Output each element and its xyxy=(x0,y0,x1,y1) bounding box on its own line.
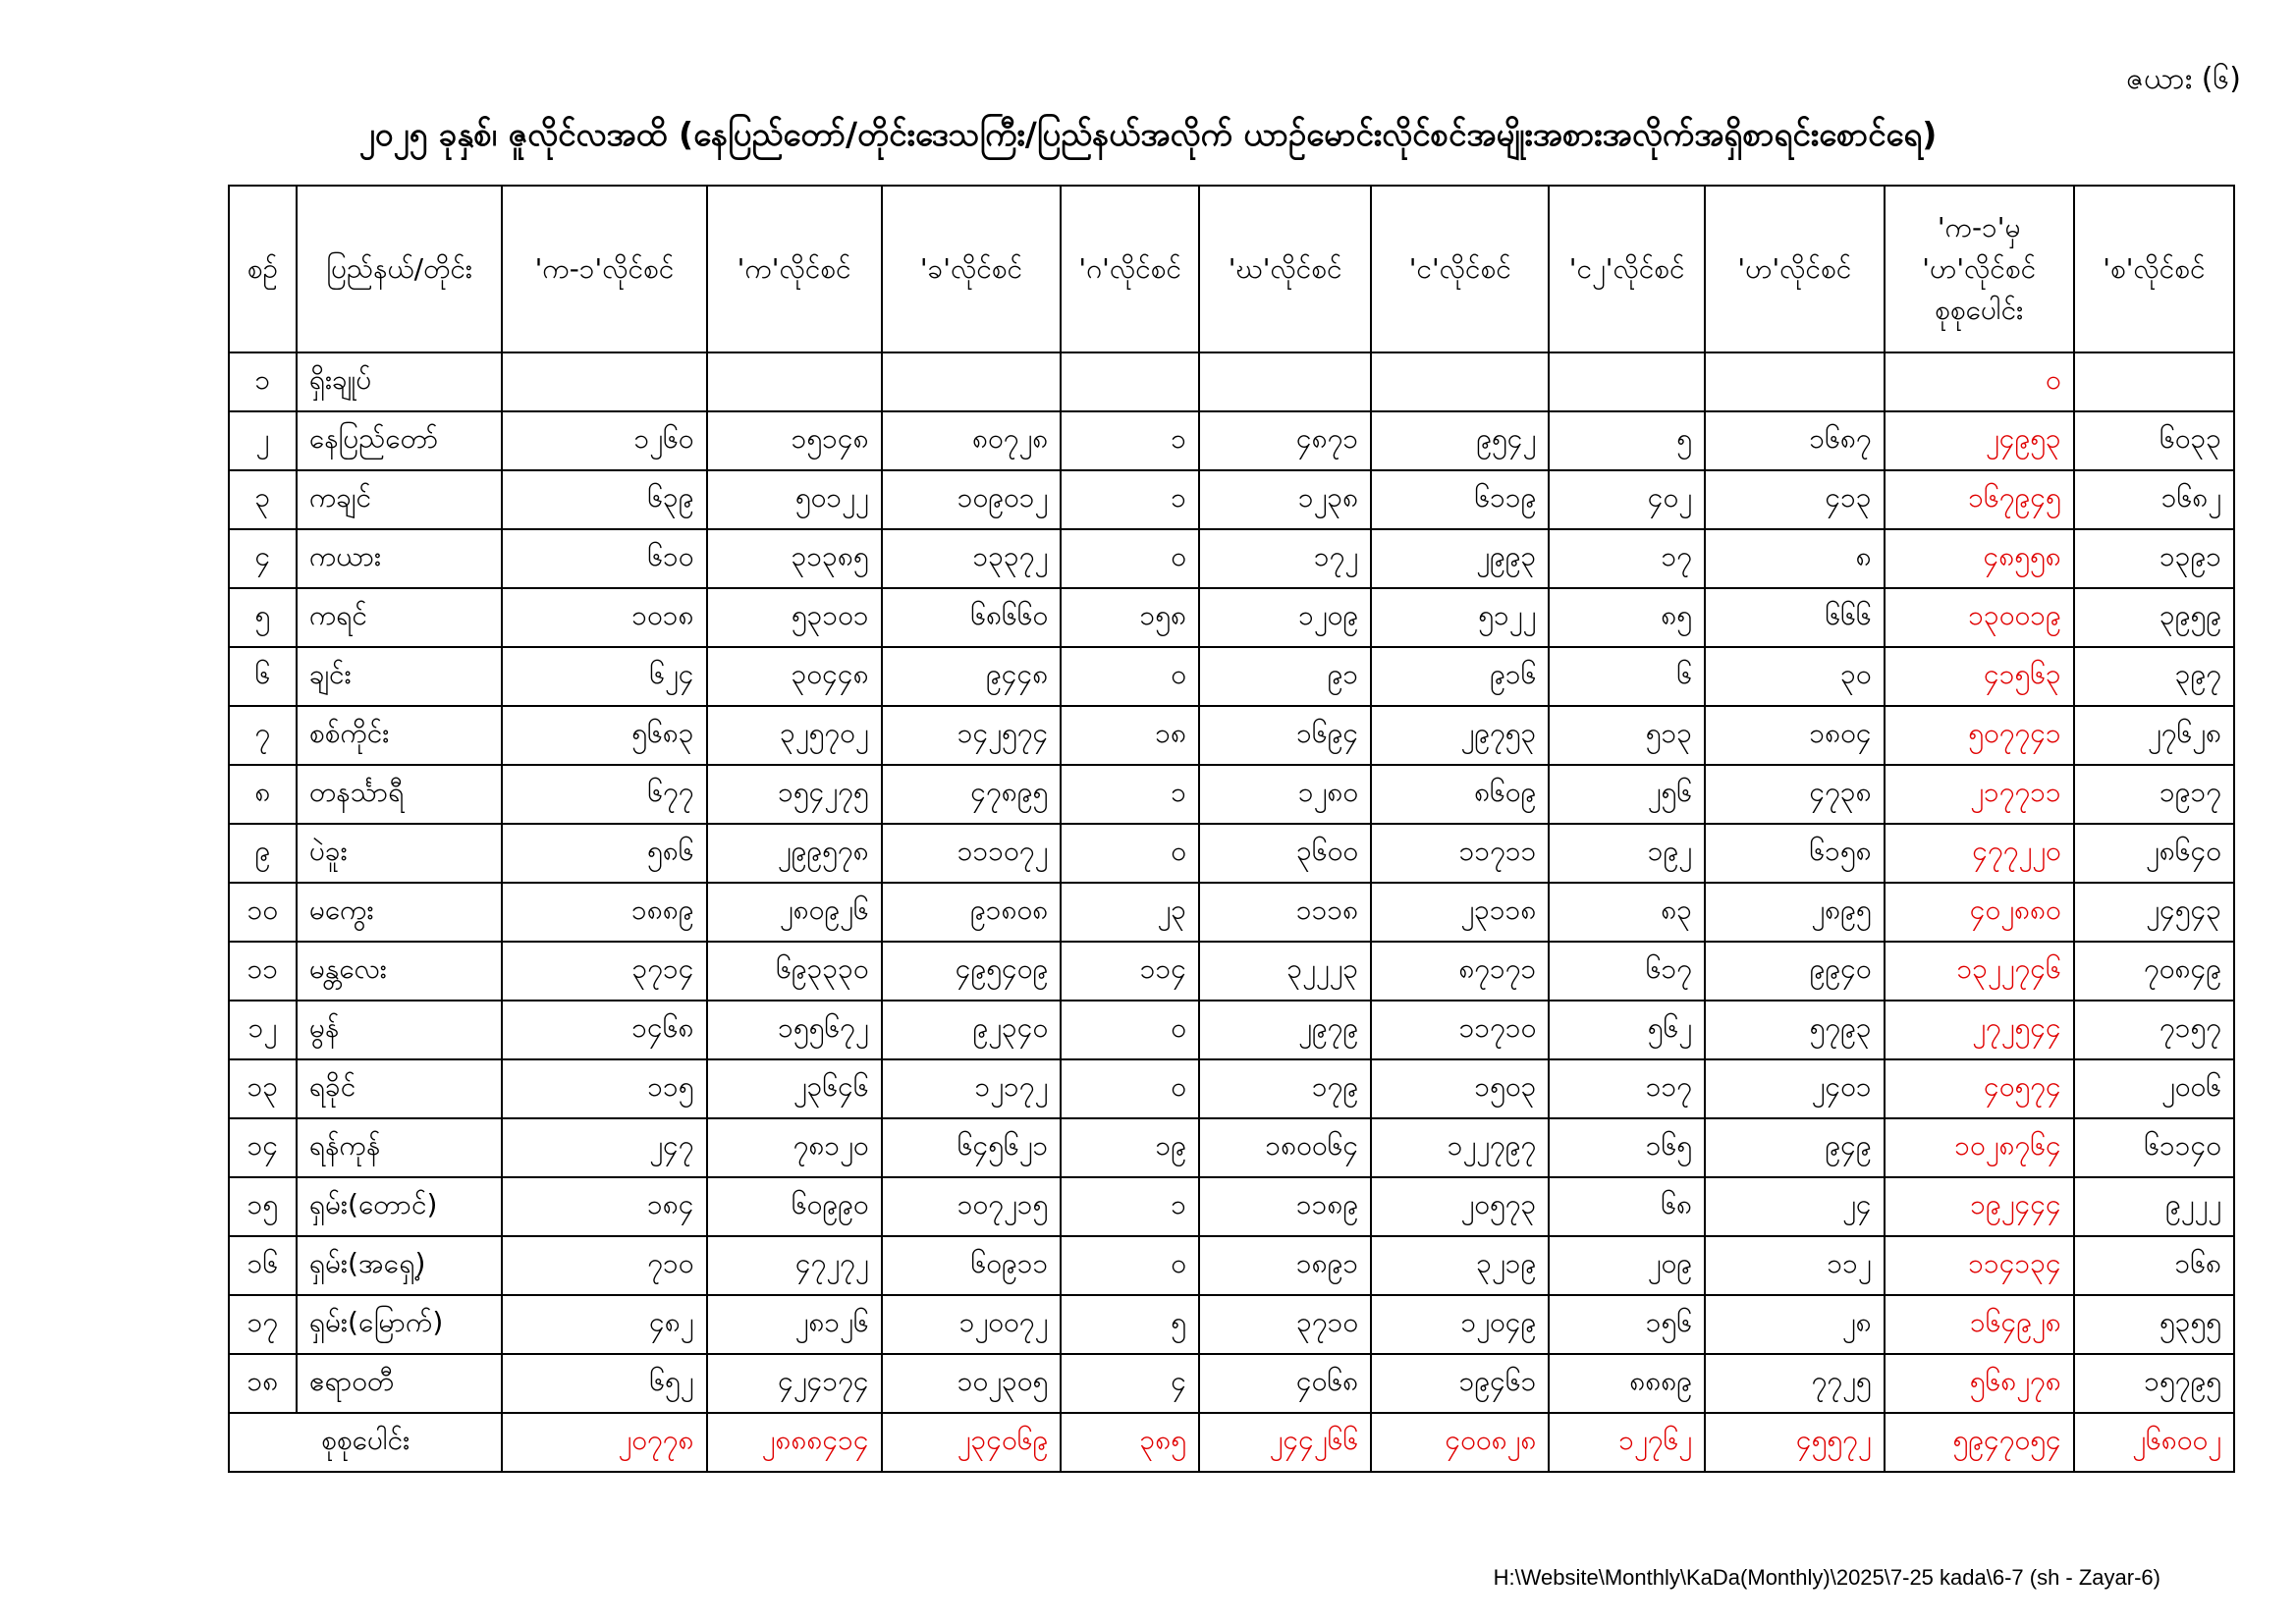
cell-sum: ၂၁၇၇၁၁ xyxy=(1885,765,2074,824)
header-sum: 'က-၁'မှ 'ဟ'လိုင်စင် စုစုပေါင်း xyxy=(1885,186,2074,352)
header-ga: 'ဂ'လိုင်စင် xyxy=(1061,186,1199,352)
cell-no: ၁၆ xyxy=(229,1236,297,1295)
cell-ka: ၁၅၁၄၈ xyxy=(707,411,882,470)
cell-sa: ၁၆၈ xyxy=(2074,1236,2234,1295)
total-kha: ၂၃၄၀၆၉ xyxy=(882,1413,1062,1472)
cell-nga2: ၆၁၇ xyxy=(1549,942,1705,1001)
cell-nga2: ၄၀၂ xyxy=(1549,470,1705,529)
table-row xyxy=(229,1118,2234,1177)
cell-gha: ၉၁ xyxy=(1199,647,1371,706)
cell-ga: ၅ xyxy=(1061,1295,1199,1354)
cell-ha: ၆၆၆ xyxy=(1705,588,1885,647)
cell-nga: ၁၂၂၇၉၇ xyxy=(1371,1118,1549,1177)
cell-nga2: ၂၅၆ xyxy=(1549,765,1705,824)
cell-sum: ၁၃၀၀၁၉ xyxy=(1885,588,2074,647)
cell-sum: ၄၀၅၇၄ xyxy=(1885,1059,2074,1118)
cell-gha: ၁၂၃၈ xyxy=(1199,470,1371,529)
cell-no: ၈ xyxy=(229,765,297,824)
cell-gha: ၁၁၈၉ xyxy=(1199,1177,1371,1236)
header-ka: 'က'လိုင်စင် xyxy=(707,186,882,352)
cell-ka: ၆၀၉၉၀ xyxy=(707,1177,882,1236)
cell-nga: ၂၉၉၃ xyxy=(1371,529,1549,588)
cell-ha: ၇၇၂၅ xyxy=(1705,1354,1885,1413)
cell-sa: ၂၈၆၄၀ xyxy=(2074,824,2234,883)
cell-ha: ၄၁၃ xyxy=(1705,470,1885,529)
table-row xyxy=(229,824,2234,883)
cell-sum: ၁၃၂၂၇၄၆ xyxy=(1885,942,2074,1001)
cell-region: ပဲခူး xyxy=(297,824,503,883)
cell-ha: ၂၄ xyxy=(1705,1177,1885,1236)
cell-nga: ၂၀၅၇၃ xyxy=(1371,1177,1549,1236)
cell-kha: ၁၃၃၇၂ xyxy=(882,529,1062,588)
cell-region: မကွေး xyxy=(297,883,503,942)
cell-ga: ၀ xyxy=(1061,1059,1199,1118)
table-row xyxy=(229,706,2234,765)
total-sum: ၅၉၄၇၀၅၄ xyxy=(1885,1413,2074,1472)
cell-sa: ၃၉၇ xyxy=(2074,647,2234,706)
cell-gha: ၃၇၁၀ xyxy=(1199,1295,1371,1354)
cell-ka: ၃၀၄၄၈ xyxy=(707,647,882,706)
cell-sa: ၂၄၅၄၃ xyxy=(2074,883,2234,942)
cell-sa: ၁၉၁၇ xyxy=(2074,765,2234,824)
total-sa: ၂၆၈၀၀၂ xyxy=(2074,1413,2234,1472)
cell-ha xyxy=(1705,352,1885,411)
cell-ga: ၀ xyxy=(1061,824,1199,883)
cell-region: ရှိးချုပ် xyxy=(297,352,503,411)
page-title: ၂၀၂၅ ခုနှစ်၊ ဇူလိုင်လအထိ (နေပြည်တော်/တိုင်းဒေသကြီး/ပြည်နယ်အလိုက် ယာဉ်မောင်းလိုင်စင်အမျိုးအစားအလိုက်အရှိစာရင်းစောင်ရေ) xyxy=(358,115,1938,153)
table-row xyxy=(229,470,2234,529)
cell-sum: ၁၉၂၄၄၄ xyxy=(1885,1177,2074,1236)
cell-sa: ၇၀၈၄၉ xyxy=(2074,942,2234,1001)
total-label: စုစုပေါင်း xyxy=(229,1413,502,1472)
cell-ga: ၀ xyxy=(1061,1001,1199,1059)
cell-ka: ၁၅၅၆၇၂ xyxy=(707,1001,882,1059)
table-row xyxy=(229,883,2234,942)
cell-nga: ၁၁၇၁၁ xyxy=(1371,824,1549,883)
cell-nga2: ၅ xyxy=(1549,411,1705,470)
cell-sa: ၁၅၇၉၅ xyxy=(2074,1354,2234,1413)
cell-nga2: ၆၈ xyxy=(1549,1177,1705,1236)
cell-gha: ၁၁၁၈ xyxy=(1199,883,1371,942)
header-nga: 'င'လိုင်စင် xyxy=(1371,186,1549,352)
table-row xyxy=(229,1059,2234,1118)
header-kha: 'ခ'လိုင်စင် xyxy=(882,186,1062,352)
cell-no: ၃ xyxy=(229,470,297,529)
cell-kha: ၈၀၇၂၈ xyxy=(882,411,1062,470)
table-row xyxy=(229,352,2234,411)
cell-kha: ၁၂၀၀၇၂ xyxy=(882,1295,1062,1354)
header-ha: 'ဟ'လိုင်စင် xyxy=(1705,186,1885,352)
cell-region: တနင်္သာရီ xyxy=(297,765,503,824)
cell-nga: ၁၂၀၄၉ xyxy=(1371,1295,1549,1354)
cell-gha: ၄၀၆၈ xyxy=(1199,1354,1371,1413)
cell-gha: ၃၂၂၂၃ xyxy=(1199,942,1371,1001)
cell-ha: ၆၁၅၈ xyxy=(1705,824,1885,883)
table-body xyxy=(229,352,2234,1413)
cell-ha: ၂၈၉၅ xyxy=(1705,883,1885,942)
table-row xyxy=(229,765,2234,824)
cell-gha: ၄၈၇၁ xyxy=(1199,411,1371,470)
total-ka: ၂၈၈၈၄၁၄ xyxy=(707,1413,882,1472)
cell-ka1: ၇၁၀ xyxy=(502,1236,706,1295)
cell-sum: ၁၆၇၉၄၅ xyxy=(1885,470,2074,529)
table-row xyxy=(229,1001,2234,1059)
total-ga: ၃၈၅ xyxy=(1061,1413,1199,1472)
cell-nga2: ၅၆၂ xyxy=(1549,1001,1705,1059)
header-region: ပြည်နယ်/တိုင်း xyxy=(297,186,503,352)
header-ka1: 'က-၁'လိုင်စင် xyxy=(502,186,706,352)
cell-kha: ၁၀၉၀၁၂ xyxy=(882,470,1062,529)
cell-gha: ၁၈၀၀၆၄ xyxy=(1199,1118,1371,1177)
cell-ka: ၂၉၉၅၇၈ xyxy=(707,824,882,883)
cell-ka1: ၂၄၇ xyxy=(502,1118,706,1177)
cell-sum: ၁၀၂၈၇၆၄ xyxy=(1885,1118,2074,1177)
table-row xyxy=(229,588,2234,647)
cell-gha: ၁၇၂ xyxy=(1199,529,1371,588)
cell-sum: ၄၁၅၆၃ xyxy=(1885,647,2074,706)
cell-nga: ၁၉၄၆၁ xyxy=(1371,1354,1549,1413)
cell-ha: ၉၄၉ xyxy=(1705,1118,1885,1177)
cell-ka1: ၃၇၁၄ xyxy=(502,942,706,1001)
cell-ka: ၅၀၁၂၂ xyxy=(707,470,882,529)
cell-gha: ၁၂၈၀ xyxy=(1199,765,1371,824)
cell-region: ကရင် xyxy=(297,588,503,647)
cell-gha: ၁၈၉၁ xyxy=(1199,1236,1371,1295)
cell-sa: ၂၇၆၂၈ xyxy=(2074,706,2234,765)
table-row xyxy=(229,529,2234,588)
cell-ga: ၀ xyxy=(1061,529,1199,588)
cell-sa: ၁၆၈၂ xyxy=(2074,470,2234,529)
table-row xyxy=(229,1236,2234,1295)
cell-sa: ၂၀၀၆ xyxy=(2074,1059,2234,1118)
cell-gha: ၁၂၀၉ xyxy=(1199,588,1371,647)
cell-ka: ၃၂၅၇၀၂ xyxy=(707,706,882,765)
cell-ha: ၄၇၃၈ xyxy=(1705,765,1885,824)
cell-ka1: ၅၆၈၃ xyxy=(502,706,706,765)
cell-ga: ၀ xyxy=(1061,1236,1199,1295)
cell-kha: ၁၁၁၀၇၂ xyxy=(882,824,1062,883)
cell-sum: ၅၆၈၂၇၈ xyxy=(1885,1354,2074,1413)
cell-nga: ၂၉၇၅၃ xyxy=(1371,706,1549,765)
cell-nga: ၁၅၀၃ xyxy=(1371,1059,1549,1118)
cell-nga2: ၅၁၃ xyxy=(1549,706,1705,765)
cell-nga: ၈၇၁၇၁ xyxy=(1371,942,1549,1001)
cell-ka: ၁၅၄၂၇၅ xyxy=(707,765,882,824)
table-row xyxy=(229,1295,2234,1354)
cell-ka: ၂၈၀၉၂၆ xyxy=(707,883,882,942)
cell-ka: ၆၉၃၃၃၀ xyxy=(707,942,882,1001)
cell-nga2: ၁၁၇ xyxy=(1549,1059,1705,1118)
cell-no: ၁၀ xyxy=(229,883,297,942)
cell-ha: ၂၈ xyxy=(1705,1295,1885,1354)
cell-ga: ၁ xyxy=(1061,411,1199,470)
cell-kha: ၁၀၇၂၁၅ xyxy=(882,1177,1062,1236)
cell-ka1: ၁၀၁၈ xyxy=(502,588,706,647)
cell-gha: ၂၉၇၉ xyxy=(1199,1001,1371,1059)
cell-region: မန္တလေး xyxy=(297,942,503,1001)
cell-region: ကယား xyxy=(297,529,503,588)
cell-kha: ၉၂၃၄၀ xyxy=(882,1001,1062,1059)
cell-kha: ၉၁၈၀၈ xyxy=(882,883,1062,942)
cell-nga: ၉၅၄၂ xyxy=(1371,411,1549,470)
table-row xyxy=(229,942,2234,1001)
cell-kha: ၉၄၄၈ xyxy=(882,647,1062,706)
cell-no: ၁၅ xyxy=(229,1177,297,1236)
table-row xyxy=(229,1177,2234,1236)
cell-sum: ၁၆၄၉၂၈ xyxy=(1885,1295,2074,1354)
total-ka1: ၂၀၇၇၈ xyxy=(502,1413,706,1472)
cell-ka: ၂၃၆၄၆ xyxy=(707,1059,882,1118)
cell-ka1: ၁၈၈၉ xyxy=(502,883,706,942)
cell-nga xyxy=(1371,352,1549,411)
cell-no: ၁၄ xyxy=(229,1118,297,1177)
cell-kha: ၁၂၁၇၂ xyxy=(882,1059,1062,1118)
cell-kha xyxy=(882,352,1062,411)
cell-ka1: ၆၇၇ xyxy=(502,765,706,824)
cell-sa xyxy=(2074,352,2234,411)
header-row xyxy=(229,186,2234,352)
cell-ga xyxy=(1061,352,1199,411)
cell-ga: ၀ xyxy=(1061,647,1199,706)
cell-gha xyxy=(1199,352,1371,411)
cell-ka1: ၁၂၆၀ xyxy=(502,411,706,470)
cell-nga: ၈၆၀၉ xyxy=(1371,765,1549,824)
cell-kha: ၆၀၉၁၁ xyxy=(882,1236,1062,1295)
cell-kha: ၁၀၂၃၀၅ xyxy=(882,1354,1062,1413)
cell-ka1: ၆၃၉ xyxy=(502,470,706,529)
cell-kha: ၆၈၆၆၀ xyxy=(882,588,1062,647)
cell-ga: ၁၁၄ xyxy=(1061,942,1199,1001)
cell-ka: ၄၇၂၇၂ xyxy=(707,1236,882,1295)
cell-region: ကချင် xyxy=(297,470,503,529)
cell-sa: ၆၀၃၃ xyxy=(2074,411,2234,470)
cell-ka1: ၆၅၂ xyxy=(502,1354,706,1413)
cell-ka1: ၆၂၄ xyxy=(502,647,706,706)
cell-no: ၁၇ xyxy=(229,1295,297,1354)
cell-ka: ၅၃၁၀၁ xyxy=(707,588,882,647)
cell-nga: ၅၁၂၂ xyxy=(1371,588,1549,647)
license-table xyxy=(228,185,2235,1473)
cell-region: ဧရာဝတီ xyxy=(297,1354,503,1413)
cell-no: ၁၂ xyxy=(229,1001,297,1059)
header-gha: 'ဃ'လိုင်စင် xyxy=(1199,186,1371,352)
cell-ga: ၁ xyxy=(1061,470,1199,529)
cell-ka1: ၁၄၆၈ xyxy=(502,1001,706,1059)
cell-gha: ၁၆၉၄ xyxy=(1199,706,1371,765)
cell-sum: ၄၇၇၂၂၀ xyxy=(1885,824,2074,883)
cell-no: ၁၈ xyxy=(229,1354,297,1413)
cell-nga: ၂၃၁၁၈ xyxy=(1371,883,1549,942)
cell-nga2 xyxy=(1549,352,1705,411)
cell-ka1: ၅၈၆ xyxy=(502,824,706,883)
cell-ka xyxy=(707,352,882,411)
cell-region: စစ်ကိုင်း xyxy=(297,706,503,765)
cell-nga2: ၁၉၂ xyxy=(1549,824,1705,883)
cell-ha: ၅၇၉၃ xyxy=(1705,1001,1885,1059)
table-row xyxy=(229,647,2234,706)
cell-sum: ၀ xyxy=(1885,352,2074,411)
total-row xyxy=(229,1413,2234,1472)
cell-nga2: ၆ xyxy=(1549,647,1705,706)
cell-ka: ၂၈၁၂၆ xyxy=(707,1295,882,1354)
cell-region: ရှမ်း(တောင်) xyxy=(297,1177,503,1236)
cell-sum: ၅၀၇၇၄၁ xyxy=(1885,706,2074,765)
cell-region: ရှမ်း(အရှေ့) xyxy=(297,1236,503,1295)
page-label: ဇယား (၆) xyxy=(2126,62,2241,96)
cell-ga: ၁၅၈ xyxy=(1061,588,1199,647)
cell-region: ရှမ်း(မြောက်) xyxy=(297,1295,503,1354)
cell-nga2: ၈၅ xyxy=(1549,588,1705,647)
total-gha: ၂၄၄၂၆၆ xyxy=(1199,1413,1371,1472)
cell-sum: ၄၀၂၈၈၀ xyxy=(1885,883,2074,942)
cell-nga2: ၁၅၆ xyxy=(1549,1295,1705,1354)
cell-sa: ၃၉၅၉ xyxy=(2074,588,2234,647)
cell-region: ချင်း xyxy=(297,647,503,706)
cell-kha: ၆၄၅၆၂၁ xyxy=(882,1118,1062,1177)
cell-nga2: ၈၃ xyxy=(1549,883,1705,942)
cell-kha: ၄၇၈၉၅ xyxy=(882,765,1062,824)
cell-gha: ၃၆၀၀ xyxy=(1199,824,1371,883)
cell-no: ၆ xyxy=(229,647,297,706)
cell-no: ၉ xyxy=(229,824,297,883)
cell-ha: ၁၆၈၇ xyxy=(1705,411,1885,470)
header-no: စဉ် xyxy=(229,186,297,352)
table-row xyxy=(229,1354,2234,1413)
cell-ka: ၃၁၃၈၅ xyxy=(707,529,882,588)
cell-ga: ၁၈ xyxy=(1061,706,1199,765)
cell-sa: ၆၁၁၄၀ xyxy=(2074,1118,2234,1177)
cell-region: မွန် xyxy=(297,1001,503,1059)
cell-no: ၁၃ xyxy=(229,1059,297,1118)
table-row xyxy=(229,411,2234,470)
cell-gha: ၁၇၉ xyxy=(1199,1059,1371,1118)
cell-sum: ၄၈၅၅၈ xyxy=(1885,529,2074,588)
cell-ha: ၉၉၄၀ xyxy=(1705,942,1885,1001)
header-nga2: 'င၂'လိုင်စင် xyxy=(1549,186,1705,352)
cell-ka1: ၁၁၅ xyxy=(502,1059,706,1118)
cell-no: ၇ xyxy=(229,706,297,765)
cell-no: ၁ xyxy=(229,352,297,411)
header-sa: 'စ'လိုင်စင် xyxy=(2074,186,2234,352)
cell-no: ၂ xyxy=(229,411,297,470)
cell-nga2: ၁၆၅ xyxy=(1549,1118,1705,1177)
cell-sum: ၁၁၄၁၃၄ xyxy=(1885,1236,2074,1295)
total-ha: ၄၅၅၇၂ xyxy=(1705,1413,1885,1472)
cell-nga2: ၈၈၈၉ xyxy=(1549,1354,1705,1413)
cell-ga: ၁ xyxy=(1061,765,1199,824)
cell-region: နေပြည်တော် xyxy=(297,411,503,470)
cell-ka1 xyxy=(502,352,706,411)
cell-nga2: ၁၇ xyxy=(1549,529,1705,588)
footer-file-path: H:\Website\Monthly\KaDa(Monthly)\2025\7-25 kada\6-7 (sh - Zayar-6) xyxy=(1493,1565,2160,1590)
cell-sum: ၂၇၂၅၄၄ xyxy=(1885,1001,2074,1059)
cell-ha: ၁၁၂ xyxy=(1705,1236,1885,1295)
total-nga2: ၁၂၇၆၂ xyxy=(1549,1413,1705,1472)
cell-ha: ၂၄၀၁ xyxy=(1705,1059,1885,1118)
total-nga: ၄၀၀၈၂၈ xyxy=(1371,1413,1549,1472)
cell-sa: ၅၃၅၅ xyxy=(2074,1295,2234,1354)
cell-ga: ၁၉ xyxy=(1061,1118,1199,1177)
cell-nga2: ၂၀၉ xyxy=(1549,1236,1705,1295)
cell-nga: ၆၁၁၉ xyxy=(1371,470,1549,529)
cell-sum: ၂၄၉၅၃ xyxy=(1885,411,2074,470)
cell-sa: ၁၃၉၁ xyxy=(2074,529,2234,588)
cell-ka: ၄၂၄၁၇၄ xyxy=(707,1354,882,1413)
cell-ka1: ၁၈၄ xyxy=(502,1177,706,1236)
cell-kha: ၄၉၅၄၀၉ xyxy=(882,942,1062,1001)
cell-nga: ၃၂၁၉ xyxy=(1371,1236,1549,1295)
cell-region: ရခိုင် xyxy=(297,1059,503,1118)
cell-sa: ၇၁၅၇ xyxy=(2074,1001,2234,1059)
cell-ga: ၄ xyxy=(1061,1354,1199,1413)
cell-ha: ၈ xyxy=(1705,529,1885,588)
cell-ga: ၁ xyxy=(1061,1177,1199,1236)
cell-no: ၅ xyxy=(229,588,297,647)
cell-nga: ၁၁၇၁၀ xyxy=(1371,1001,1549,1059)
cell-nga: ၉၁၆ xyxy=(1371,647,1549,706)
cell-no: ၁၁ xyxy=(229,942,297,1001)
cell-ka1: ၄၈၂ xyxy=(502,1295,706,1354)
cell-sa: ၉၂၂၂ xyxy=(2074,1177,2234,1236)
cell-ga: ၂၃ xyxy=(1061,883,1199,942)
cell-ha: ၃၀ xyxy=(1705,647,1885,706)
cell-no: ၄ xyxy=(229,529,297,588)
cell-ha: ၁၈၀၄ xyxy=(1705,706,1885,765)
cell-region: ရန်ကုန် xyxy=(297,1118,503,1177)
cell-ka: ၇၈၁၂၀ xyxy=(707,1118,882,1177)
cell-ka1: ၆၁၀ xyxy=(502,529,706,588)
cell-kha: ၁၄၂၅၇၄ xyxy=(882,706,1062,765)
